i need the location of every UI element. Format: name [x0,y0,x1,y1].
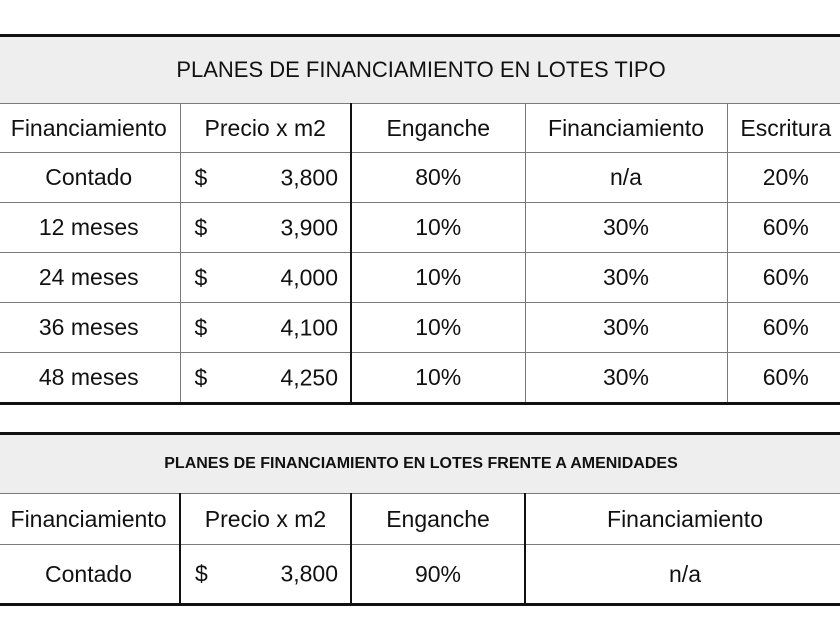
escritura-cell: 60% [727,353,840,404]
price-cell [180,353,351,404]
enganche-cell: 10% [351,303,525,353]
table-row [0,253,840,303]
plan-cell: 36 meses [0,303,180,353]
table-title: PLANES DE FINANCIAMIENTO EN LOTES TIPO [0,36,840,104]
column-header-financiamiento: Financiamiento [525,494,840,545]
price-cell [180,253,351,303]
column-header-price: Precio x m2 [180,494,351,545]
plan-cell: 24 meses [0,253,180,303]
financing-table-lotes-tipo [0,34,840,405]
currency-symbol: $ [194,214,208,240]
financing-table-lotes-amenidades [0,432,840,606]
currency-symbol: $ [194,364,208,390]
financiamiento-cell: n/a [525,153,727,203]
price-amount: 3,900 [280,214,338,240]
price-cell [180,153,351,203]
column-header-enganche: Enganche [351,104,525,153]
enganche-cell: 90% [351,545,525,605]
column-header-financiamiento: Financiamiento [525,104,727,153]
enganche-cell: 10% [351,353,525,404]
table-row [0,545,840,605]
currency-symbol: $ [194,164,208,190]
table-row [0,153,840,203]
price-amount: 4,000 [280,264,338,290]
table-header-row [0,104,840,153]
currency-symbol: $ [194,264,208,290]
financiamiento-cell: 30% [525,203,727,253]
enganche-cell: 80% [351,153,525,203]
price-cell [180,303,351,353]
escritura-cell: 60% [727,303,840,353]
enganche-cell: 10% [351,203,525,253]
column-header-plan: Financiamiento [0,494,180,545]
column-header-escritura: Escritura [727,104,840,153]
currency-symbol: $ [194,314,208,340]
table-title: PLANES DE FINANCIAMIENTO EN LOTES FRENTE A AMENIDADES [0,434,840,494]
currency-symbol: $ [195,560,208,587]
price-amount: 3,800 [280,164,338,190]
price-amount: 3,800 [280,560,338,587]
column-header-price: Precio x m2 [180,104,351,153]
plan-cell: 12 meses [0,203,180,253]
financiamiento-cell: 30% [525,353,727,404]
table-row [0,353,840,404]
table-row [0,203,840,253]
escritura-cell: 60% [727,253,840,303]
escritura-cell: 60% [727,203,840,253]
financiamiento-cell: 30% [525,303,727,353]
price-amount: 4,100 [280,314,338,340]
enganche-cell: 10% [351,253,525,303]
plan-cell: Contado [0,153,180,203]
price-cell [180,545,351,605]
plan-cell: 48 meses [0,353,180,404]
column-header-enganche: Enganche [351,494,525,545]
table-header-row [0,494,840,545]
escritura-cell: 20% [727,153,840,203]
financiamiento-cell: 30% [525,253,727,303]
price-amount: 4,250 [280,364,338,390]
price-cell [180,203,351,253]
table-row [0,303,840,353]
plan-cell: Contado [0,545,180,605]
financiamiento-cell: n/a [525,545,840,605]
column-header-plan: Financiamiento [0,104,180,153]
